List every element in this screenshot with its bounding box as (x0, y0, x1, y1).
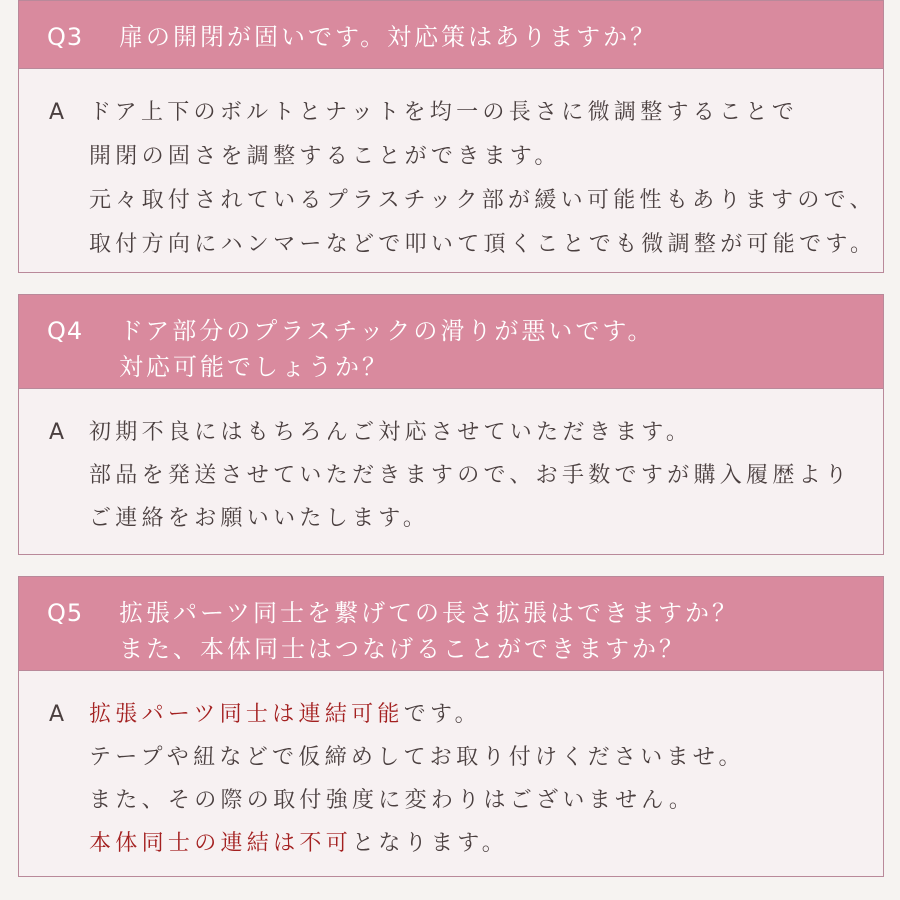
answer-segment: 部品を発送させていただきますので、お手数ですが購入履歴より (89, 463, 852, 488)
question-number: Q4 (47, 317, 84, 345)
answer-line (89, 91, 876, 135)
faq-card-q4 (18, 294, 884, 555)
question-header (19, 1, 883, 69)
answer-segment: となります。 (352, 831, 509, 856)
faq-card-q3 (18, 0, 884, 273)
question-line: 拡張パーツ同士を繋げての長さ拡張はできますか？ (119, 599, 740, 627)
answer-text (89, 693, 745, 865)
answer-text (89, 411, 851, 540)
question-header (19, 577, 883, 671)
answer-segment: ご連絡をお願いいたします。 (89, 506, 430, 531)
answer-line (89, 693, 745, 736)
emphasis-text: 本体同士の連結は不可 (89, 831, 353, 856)
question-line: ドア部分のプラスチックの滑りが悪いです。 (119, 317, 655, 345)
question-line: 扉の開閉が固いです。対応策はありますか？ (119, 23, 658, 51)
answer-line (89, 779, 745, 822)
emphasis-text: 拡張パーツ同士は連結可能 (89, 702, 404, 727)
question-number: Q3 (47, 23, 84, 51)
answer-segment: 取付方向にハンマーなどで叩いて頂くことでも微調整が可能です。 (89, 232, 877, 257)
answer-segment: 開閉の固さを調整することができます。 (89, 144, 561, 169)
question-text (119, 313, 654, 385)
question-line: 対応可能でしょうか？ (119, 353, 389, 381)
answer-body (19, 671, 883, 865)
question-line: また、本体同士はつなげることができますか？ (119, 635, 686, 663)
question-header (19, 295, 883, 389)
answer-line (89, 411, 851, 454)
answer-label: A (49, 420, 65, 445)
answer-text (89, 91, 876, 267)
answer-line (89, 135, 876, 179)
answer-segment: テープや紐などで仮締めしてお取り付けくださいませ。 (89, 745, 745, 770)
answer-label: A (49, 100, 65, 125)
question-text (119, 19, 657, 55)
answer-line (89, 454, 851, 497)
answer-line (89, 179, 876, 223)
answer-segment: です。 (403, 702, 481, 727)
faq-card-q5 (18, 576, 884, 877)
question-text (119, 595, 739, 667)
answer-segment: また、その際の取付強度に変わりはございません。 (89, 788, 696, 813)
answer-line (89, 822, 745, 865)
answer-segment: 初期不良にはもちろんご対応させていただきます。 (89, 420, 693, 445)
answer-segment: ドア上下のボルトとナットを均一の長さに微調整することで (89, 100, 799, 125)
answer-segment: 元々取付されているプラスチック部が緩い可能性もありますので、 (89, 188, 876, 213)
answer-line (89, 223, 876, 267)
answer-body (19, 69, 883, 267)
answer-label: A (49, 702, 65, 727)
answer-line (89, 736, 745, 779)
question-number: Q5 (47, 599, 84, 627)
answer-line (89, 497, 851, 540)
answer-body (19, 389, 883, 540)
